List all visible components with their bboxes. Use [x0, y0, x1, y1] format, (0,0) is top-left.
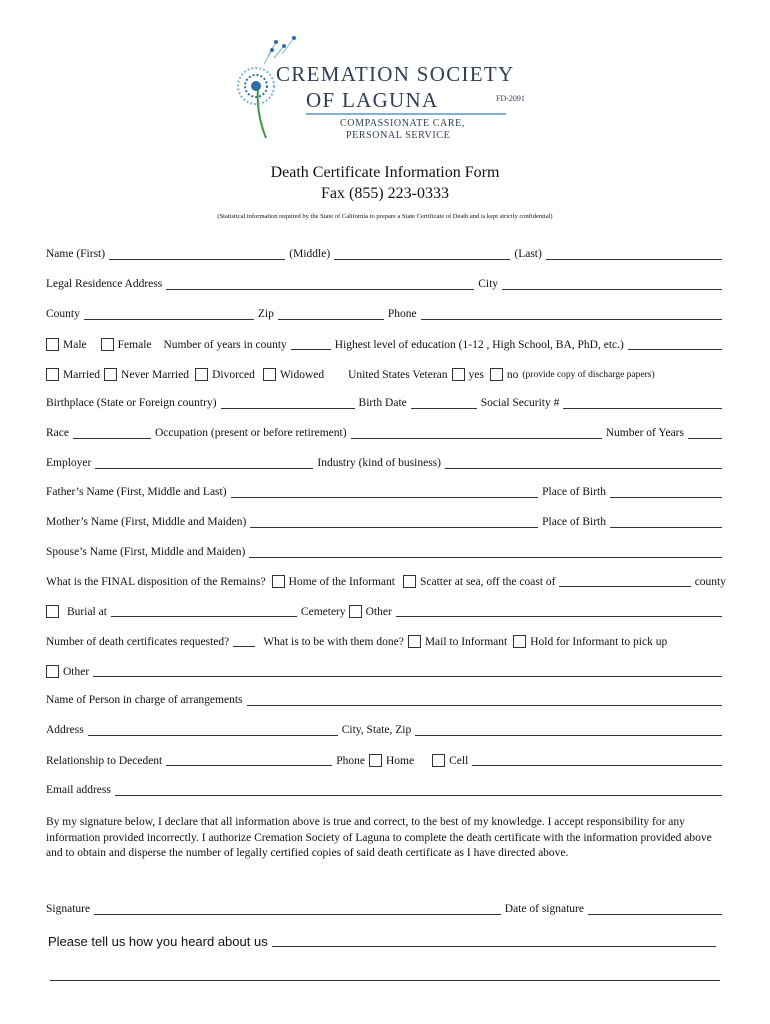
mail-informant-checkbox[interactable] [408, 635, 421, 648]
middle-name-field[interactable] [334, 249, 510, 260]
num-certs-label: Number of death certificates requested? [46, 635, 230, 648]
county-field[interactable] [84, 309, 254, 320]
mother-pob-field[interactable] [610, 517, 722, 528]
scatter-label: Scatter at sea, off the coast of [419, 575, 556, 588]
phone-label: Phone [387, 308, 417, 320]
years-occupation-field[interactable] [688, 428, 722, 439]
zip-label: Zip [257, 308, 274, 320]
birth-date-field[interactable] [411, 398, 477, 409]
other-certs-label: Other [63, 665, 90, 678]
org-name-line1: CREMATION SOCIETY [276, 62, 515, 86]
city-field[interactable] [502, 279, 722, 290]
married-checkbox[interactable] [46, 368, 59, 381]
birthplace-field[interactable] [221, 398, 355, 409]
divorced-checkbox[interactable] [195, 368, 208, 381]
zip-field[interactable] [278, 309, 384, 320]
signature-field[interactable] [94, 904, 501, 915]
last-name-field[interactable] [546, 249, 722, 260]
email-label: Email address [46, 784, 111, 796]
legal-address-field[interactable] [166, 279, 474, 290]
ssn-label: Social Security # [480, 397, 560, 409]
discharge-note: (provide copy of discharge papers) [522, 369, 655, 380]
person-charge-row [46, 694, 726, 706]
scatter-coast-field[interactable] [559, 576, 690, 587]
address-row [46, 278, 726, 290]
signature-row [46, 903, 726, 915]
other-disposition-field[interactable] [396, 606, 722, 617]
veteran-yes-label: yes [468, 368, 484, 381]
home-informant-checkbox[interactable] [272, 575, 285, 588]
org-logo [228, 28, 548, 148]
father-name-field[interactable] [231, 487, 539, 498]
num-certs-field[interactable] [233, 636, 255, 647]
other-disposition-label: Other [365, 605, 392, 618]
last-name-label: (Last) [514, 248, 542, 260]
certificates-row [46, 635, 726, 648]
mail-informant-label: Mail to Informant [424, 635, 508, 648]
home-phone-checkbox[interactable] [369, 754, 382, 767]
veteran-no-label: no [506, 368, 519, 381]
scatter-checkbox[interactable] [403, 575, 416, 588]
other-row [46, 665, 726, 678]
email-row [46, 784, 726, 796]
csz-field[interactable] [415, 725, 722, 736]
industry-field[interactable] [445, 458, 722, 469]
employer-label: Employer [46, 457, 92, 469]
widowed-checkbox[interactable] [263, 368, 276, 381]
race-label: Race [46, 427, 69, 439]
never-married-checkbox[interactable] [104, 368, 117, 381]
education-label: Highest level of education (1-12 , High School, BA, PhD, etc.) [334, 338, 624, 351]
years-county-label: Number of years in county [163, 338, 287, 351]
other-disposition-checkbox[interactable] [349, 605, 362, 618]
burial-row [46, 605, 726, 618]
heard-field-line2[interactable] [50, 980, 720, 981]
address-field[interactable] [88, 725, 338, 736]
industry-label: Industry (kind of business) [317, 457, 441, 469]
other-certs-checkbox[interactable] [46, 665, 59, 678]
disposition-label: What is the FINAL disposition of the Remains? [46, 575, 266, 588]
date-signature-field[interactable] [588, 904, 722, 915]
father-name-label: Father’s Name (First, Middle and Last) [46, 486, 227, 498]
phone2-label: Phone [336, 754, 365, 767]
middle-name-label: (Middle) [289, 248, 331, 260]
person-charge-field[interactable] [247, 695, 723, 706]
county-word-label: county [694, 575, 726, 588]
never-married-label: Never Married [121, 368, 190, 381]
race-field[interactable] [73, 428, 151, 439]
heard-label: Please tell us how you heard about us [48, 934, 268, 949]
relationship-row [46, 754, 726, 767]
spouse-name-label: Spouse’s Name (First, Middle and Maiden) [46, 546, 246, 558]
csz-label: City, State, Zip [341, 724, 412, 736]
heard-field[interactable] [272, 936, 716, 947]
hold-informant-label: Hold for Informant to pick up [530, 635, 668, 648]
what-done-label: What is to be with them done? [263, 635, 404, 648]
other-certs-field[interactable] [93, 666, 722, 677]
confidential-note: (Statistical information required by the State of California to prepare a State Certificate of Death and is kept strictly confidential) [217, 213, 553, 220]
hold-informant-checkbox[interactable] [513, 635, 526, 648]
name-row [46, 248, 726, 260]
veteran-yes-checkbox[interactable] [452, 368, 465, 381]
birthplace-label: Birthplace (State or Foreign country) [46, 397, 217, 409]
disposition-row [46, 575, 726, 588]
email-field[interactable] [115, 785, 722, 796]
address-label: Address [46, 724, 84, 736]
education-field[interactable] [628, 339, 722, 350]
mother-row [46, 516, 726, 528]
birth-row [46, 397, 726, 409]
father-row [46, 486, 726, 498]
org-tagline-2: PERSONAL SERVICE [346, 130, 451, 141]
city-label: City [478, 278, 499, 290]
employer-field[interactable] [95, 458, 313, 469]
spouse-name-field[interactable] [249, 547, 722, 558]
father-pob-label: Place of Birth [542, 486, 606, 498]
mother-name-label: Mother’s Name (First, Middle and Maiden) [46, 516, 247, 528]
widowed-label: Widowed [279, 368, 325, 381]
signature-label: Signature [46, 903, 91, 915]
birth-date-label: Birth Date [358, 397, 407, 409]
relationship-field[interactable] [166, 755, 332, 766]
org-license-code: FD-2091 [496, 94, 525, 103]
org-tagline-1: COMPASSIONATE CARE, [340, 118, 465, 129]
first-name-label: Name (First) [46, 248, 106, 260]
org-divider [306, 113, 506, 115]
veteran-no-checkbox[interactable] [490, 368, 503, 381]
spouse-row [46, 546, 726, 558]
married-label: Married [63, 368, 101, 381]
occupation-field[interactable] [351, 428, 602, 439]
father-pob-field[interactable] [610, 487, 722, 498]
divorced-label: Divorced [212, 368, 255, 381]
person-charge-label: Name of Person in charge of arrangements [46, 694, 243, 706]
male-label: Male [63, 338, 87, 351]
first-name-field[interactable] [109, 249, 285, 260]
years-county-field[interactable] [291, 339, 331, 350]
cemetery-label: Cemetery [300, 605, 346, 618]
gender-row [46, 338, 726, 351]
female-checkbox[interactable] [101, 338, 114, 351]
home-informant-label: Home of the Informant [288, 575, 395, 588]
home-phone-label: Home [386, 754, 415, 767]
burial-checkbox[interactable] [46, 605, 59, 618]
informant-address-row [46, 724, 726, 736]
form-title: Death Certificate Information Form [270, 164, 500, 181]
cell-phone-checkbox[interactable] [432, 754, 445, 767]
org-name-line2: OF LAGUNA [306, 88, 439, 112]
county-row [46, 308, 726, 320]
date-signature-label: Date of signature [504, 903, 584, 915]
female-label: Female [117, 338, 152, 351]
legal-address-label: Legal Residence Address [46, 278, 163, 290]
burial-label: Burial at [67, 605, 107, 618]
fax-number: Fax (855) 223-0333 [321, 185, 449, 202]
mother-name-field[interactable] [250, 517, 538, 528]
burial-field[interactable] [111, 606, 297, 617]
phone2-field[interactable] [472, 755, 722, 766]
mother-pob-label: Place of Birth [542, 516, 606, 528]
declaration-text: By my signature below, I declare that all information above is true and correct, to the best of my knowledge. I accept responsibility for any information provided incorrectly. I authorize Cremation Society of Laguna to complete the death certificate with the information provided above and to obtain and disperse the number of legally certified copies of said death certificate as I have directed above. [46, 816, 712, 859]
county-label: County [46, 308, 80, 320]
phone-field[interactable] [421, 309, 722, 320]
veteran-label: United States Veteran [348, 368, 448, 381]
male-checkbox[interactable] [46, 338, 59, 351]
cell-phone-label: Cell [449, 754, 469, 767]
relationship-label: Relationship to Decedent [46, 754, 163, 767]
ssn-field[interactable] [563, 398, 722, 409]
marital-row [46, 368, 726, 381]
heard-row [48, 934, 720, 949]
race-row [46, 427, 726, 439]
years-occupation-label: Number of Years [605, 427, 684, 439]
employer-row [46, 457, 726, 469]
occupation-label: Occupation (present or before retirement) [154, 427, 347, 439]
